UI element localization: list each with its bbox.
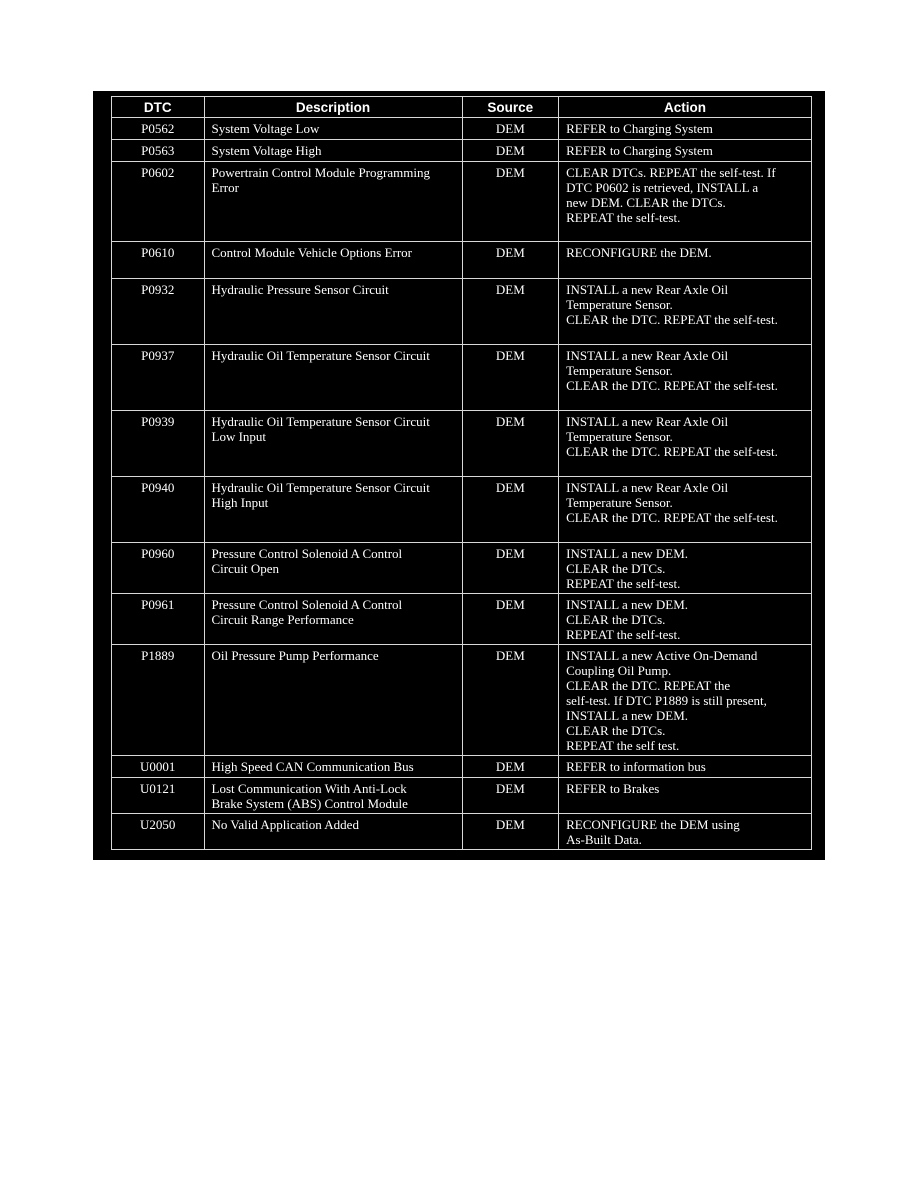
dtc-code: P0932 bbox=[112, 279, 205, 345]
dtc-source: DEM bbox=[462, 594, 559, 645]
dtc-code: U0001 bbox=[112, 756, 205, 778]
dtc-action: INSTALL a new DEM. CLEAR the DTCs. REPEAT the self-test. bbox=[559, 594, 812, 645]
dtc-action: INSTALL a new Rear Axle Oil Temperature Sensor. CLEAR the DTC. REPEAT the self-test. bbox=[559, 411, 812, 477]
dtc-code: P0960 bbox=[112, 543, 205, 594]
table-row bbox=[112, 242, 812, 279]
dtc-source: DEM bbox=[462, 279, 559, 345]
dtc-action: RECONFIGURE the DEM using As-Built Data. bbox=[559, 814, 812, 850]
table-row bbox=[112, 411, 812, 477]
dtc-action: RECONFIGURE the DEM. bbox=[559, 242, 812, 279]
table-row bbox=[112, 814, 812, 850]
dtc-source: DEM bbox=[462, 411, 559, 477]
dtc-description: System Voltage High bbox=[204, 140, 462, 162]
dtc-action: INSTALL a new Rear Axle Oil Temperature Sensor. CLEAR the DTC. REPEAT the self-test. bbox=[559, 279, 812, 345]
dtc-description: Lost Communication With Anti-Lock Brake System (ABS) Control Module bbox=[204, 778, 462, 814]
dtc-description: Oil Pressure Pump Performance bbox=[204, 645, 462, 756]
dtc-action: REFER to Charging System bbox=[559, 140, 812, 162]
table-row bbox=[112, 279, 812, 345]
dtc-action: INSTALL a new DEM. CLEAR the DTCs. REPEAT the self-test. bbox=[559, 543, 812, 594]
dtc-source: DEM bbox=[462, 645, 559, 756]
table-row bbox=[112, 778, 812, 814]
dtc-description: Hydraulic Oil Temperature Sensor Circuit Low Input bbox=[204, 411, 462, 477]
table-row bbox=[112, 645, 812, 756]
dtc-action: REFER to Charging System bbox=[559, 118, 812, 140]
header-source: Source bbox=[462, 97, 559, 118]
dtc-source: DEM bbox=[462, 477, 559, 543]
dtc-source: DEM bbox=[462, 345, 559, 411]
dtc-code: U2050 bbox=[112, 814, 205, 850]
dtc-description: Hydraulic Oil Temperature Sensor Circuit bbox=[204, 345, 462, 411]
dtc-action: REFER to information bus bbox=[559, 756, 812, 778]
table-header-row bbox=[112, 97, 812, 118]
dtc-code: P0937 bbox=[112, 345, 205, 411]
dtc-code: U0121 bbox=[112, 778, 205, 814]
dtc-action: INSTALL a new Active On-Demand Coupling Oil Pump. CLEAR the DTC. REPEAT the self-test. If DTC P1889 is still present, INSTALL a new DEM. CLEAR the DTCs. REPEAT the self test. bbox=[559, 645, 812, 756]
dtc-code: P0961 bbox=[112, 594, 205, 645]
table-row bbox=[112, 118, 812, 140]
table-row bbox=[112, 594, 812, 645]
dtc-action: REFER to Brakes bbox=[559, 778, 812, 814]
dtc-description: Pressure Control Solenoid A Control Circuit Open bbox=[204, 543, 462, 594]
dtc-code: P0939 bbox=[112, 411, 205, 477]
dtc-action: INSTALL a new Rear Axle Oil Temperature Sensor. CLEAR the DTC. REPEAT the self-test. bbox=[559, 345, 812, 411]
dtc-action: INSTALL a new Rear Axle Oil Temperature Sensor. CLEAR the DTC. REPEAT the self-test. bbox=[559, 477, 812, 543]
dtc-code: P0610 bbox=[112, 242, 205, 279]
dtc-description: No Valid Application Added bbox=[204, 814, 462, 850]
dtc-source: DEM bbox=[462, 118, 559, 140]
table-row bbox=[112, 477, 812, 543]
dtc-description: Control Module Vehicle Options Error bbox=[204, 242, 462, 279]
dtc-description: High Speed CAN Communication Bus bbox=[204, 756, 462, 778]
header-dtc: DTC bbox=[112, 97, 205, 118]
table-row bbox=[112, 543, 812, 594]
dtc-description: System Voltage Low bbox=[204, 118, 462, 140]
dtc-source: DEM bbox=[462, 756, 559, 778]
table-row bbox=[112, 162, 812, 242]
dtc-code: P0562 bbox=[112, 118, 205, 140]
table-row bbox=[112, 756, 812, 778]
dtc-description: Pressure Control Solenoid A Control Circuit Range Performance bbox=[204, 594, 462, 645]
header-action: Action bbox=[559, 97, 812, 118]
dtc-source: DEM bbox=[462, 778, 559, 814]
dtc-table bbox=[111, 96, 812, 850]
dtc-source: DEM bbox=[462, 814, 559, 850]
dtc-source: DEM bbox=[462, 543, 559, 594]
dtc-source: DEM bbox=[462, 162, 559, 242]
dtc-description: Hydraulic Oil Temperature Sensor Circuit High Input bbox=[204, 477, 462, 543]
dtc-description: Powertrain Control Module Programming Error bbox=[204, 162, 462, 242]
dtc-action: CLEAR DTCs. REPEAT the self-test. If DTC P0602 is retrieved, INSTALL a new DEM. CLEAR the DTCs. REPEAT the self-test. bbox=[559, 162, 812, 242]
table-row bbox=[112, 345, 812, 411]
dtc-code: P0602 bbox=[112, 162, 205, 242]
dtc-description: Hydraulic Pressure Sensor Circuit bbox=[204, 279, 462, 345]
table-row bbox=[112, 140, 812, 162]
dtc-source: DEM bbox=[462, 140, 559, 162]
dtc-code: P1889 bbox=[112, 645, 205, 756]
dtc-table-panel bbox=[93, 91, 825, 860]
dtc-source: DEM bbox=[462, 242, 559, 279]
dtc-code: P0940 bbox=[112, 477, 205, 543]
header-description: Description bbox=[204, 97, 462, 118]
dtc-code: P0563 bbox=[112, 140, 205, 162]
